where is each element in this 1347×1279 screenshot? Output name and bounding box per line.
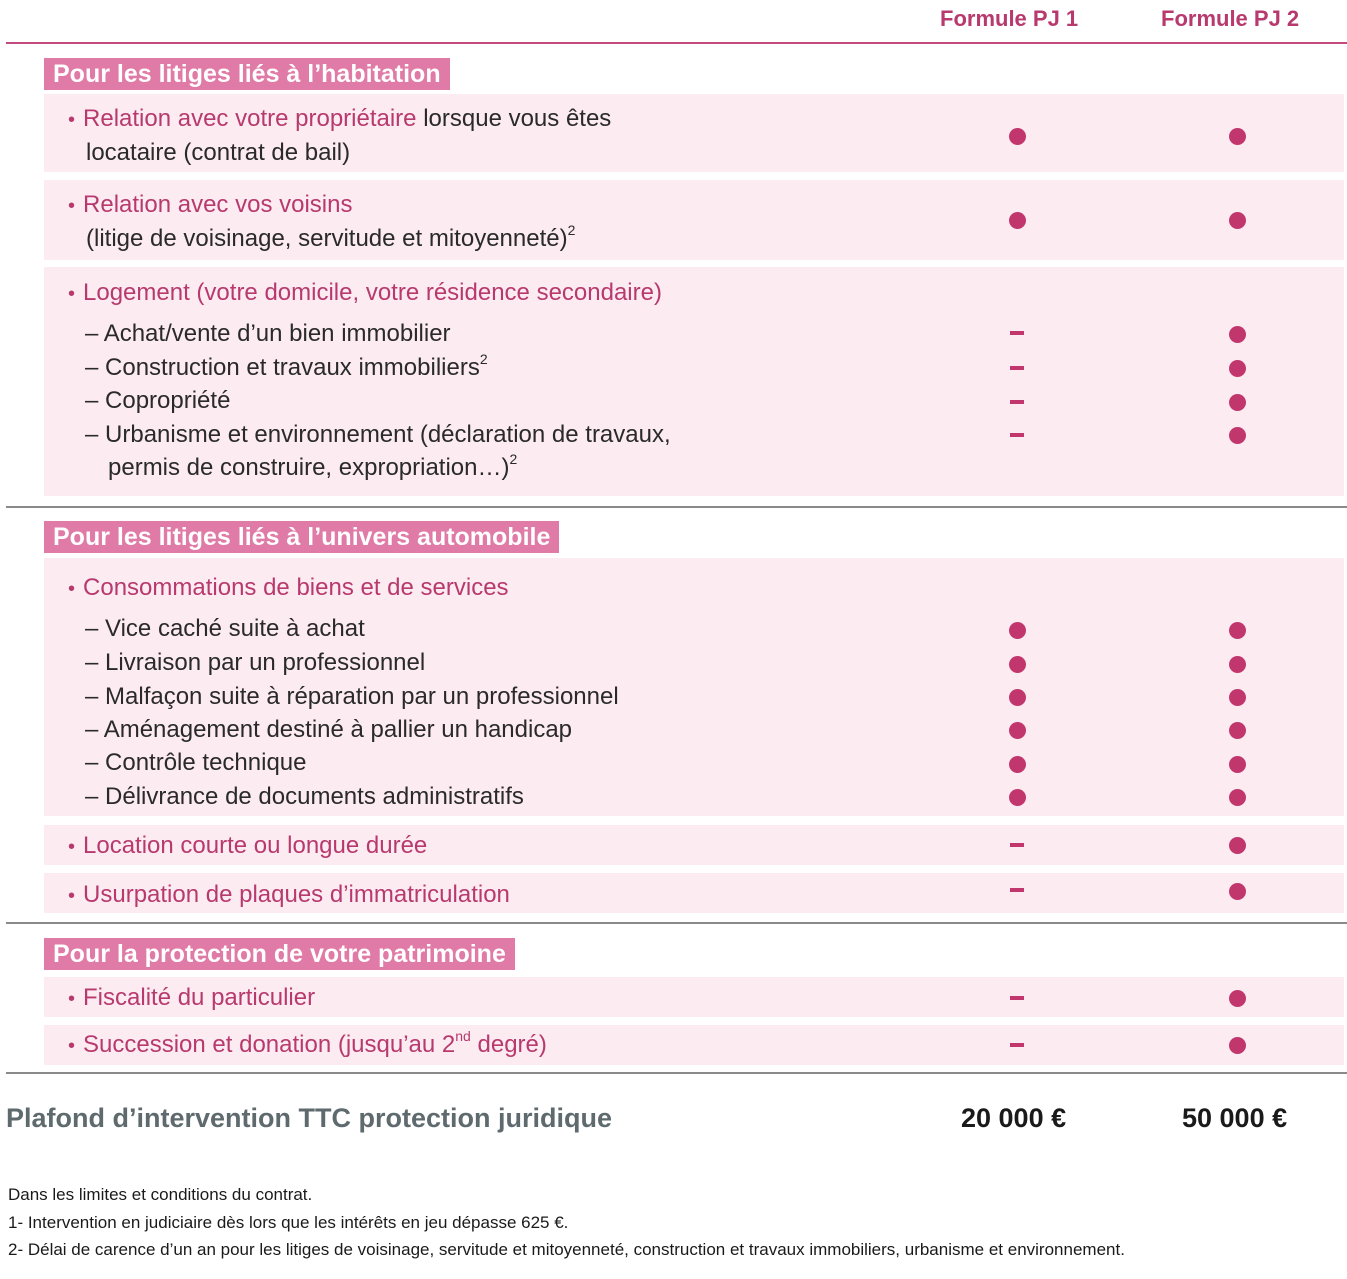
table-row xyxy=(44,180,1344,260)
not-included-dash-icon xyxy=(1010,331,1024,335)
sub-item: – Vice caché suite à achat xyxy=(85,615,365,642)
included-dot-icon xyxy=(1009,656,1026,673)
row-label-continuation: (litige de voisinage, servitude et mitoyenneté)$^2$ xyxy=(86,222,576,252)
sub-item: – Contrôle technique xyxy=(85,749,307,776)
not-included-dash-icon xyxy=(1010,843,1024,847)
included-dot-icon xyxy=(1009,212,1026,229)
included-dot-icon xyxy=(1229,722,1246,739)
not-included-dash-icon xyxy=(1010,400,1024,404)
footnote-2: 2- Délai de carence d’un an pour les litiges de voisinage, servitude et mitoyenneté, construction et travaux immobiliers, urbanisme et environnement. xyxy=(8,1240,1125,1259)
sub-item: – Aménagement destiné à pallier un handicap xyxy=(85,716,573,743)
included-dot-icon xyxy=(1009,622,1026,639)
row-label: • Relation avec vos voisins xyxy=(68,190,352,221)
not-included-dash-icon xyxy=(1010,366,1024,370)
table-row xyxy=(44,94,1344,172)
not-included-dash-icon xyxy=(1010,996,1024,1000)
section-divider xyxy=(6,506,1347,508)
included-dot-icon xyxy=(1229,622,1246,639)
section-title-auto: Pour les litiges liés à l’univers automobile xyxy=(44,521,559,553)
included-dot-icon xyxy=(1229,360,1246,377)
table-row xyxy=(44,267,1344,496)
included-dot-icon xyxy=(1009,722,1026,739)
sub-item-continuation: permis de construire, expropriation…)$^2$ xyxy=(108,451,518,481)
included-dot-icon xyxy=(1229,326,1246,343)
footnote-general: Dans les limites et conditions du contrat. xyxy=(8,1185,313,1204)
column-header-pj1: Formule PJ 1 xyxy=(940,6,1079,31)
not-included-dash-icon xyxy=(1010,888,1024,892)
header-divider xyxy=(6,42,1347,44)
ceiling-value-pj2: 50 000 € xyxy=(1182,1103,1288,1133)
included-dot-icon xyxy=(1009,756,1026,773)
included-dot-icon xyxy=(1009,128,1026,145)
included-dot-icon xyxy=(1009,689,1026,706)
row-label: • Usurpation de plaques d’immatriculation xyxy=(68,880,510,911)
ceiling-label: Plafond d’intervention TTC protection juridique xyxy=(6,1103,612,1133)
included-dot-icon xyxy=(1229,837,1246,854)
ceiling-value-pj1: 20 000 € xyxy=(961,1103,1067,1133)
included-dot-icon xyxy=(1229,789,1246,806)
sub-item: – Achat/vente d’un bien immobilier xyxy=(85,320,451,347)
included-dot-icon xyxy=(1229,656,1246,673)
table-row xyxy=(44,873,1344,913)
included-dot-icon xyxy=(1229,756,1246,773)
table-row xyxy=(44,558,1344,816)
column-header-pj2: Formule PJ 2 xyxy=(1161,6,1300,31)
sub-item: – Urbanisme et environnement (déclaration de travaux, xyxy=(85,421,671,448)
sub-item: – Livraison par un professionnel xyxy=(85,649,426,676)
table-row xyxy=(44,977,1344,1017)
sub-item: – Construction et travaux immobiliers$^2$ xyxy=(85,351,488,381)
row-label-continuation: locataire (contrat de bail) xyxy=(86,139,351,166)
sub-item: – Malfaçon suite à réparation par un professionnel xyxy=(85,683,619,710)
included-dot-icon xyxy=(1229,883,1246,900)
included-dot-icon xyxy=(1229,427,1246,444)
row-label: • Logement (votre domicile, votre résidence secondaire) xyxy=(68,278,662,309)
sub-item: – Copropriété xyxy=(85,387,231,414)
table-row xyxy=(44,825,1344,865)
included-dot-icon xyxy=(1229,689,1246,706)
section-divider xyxy=(6,922,1347,924)
table-row xyxy=(44,1025,1344,1065)
included-dot-icon xyxy=(1229,128,1246,145)
not-included-dash-icon xyxy=(1010,1043,1024,1047)
row-label: • Succession et donation (jusqu’au 2nd degré) xyxy=(68,1030,547,1061)
not-included-dash-icon xyxy=(1010,433,1024,437)
row-label: • Location courte ou longue durée xyxy=(68,831,427,862)
included-dot-icon xyxy=(1009,789,1026,806)
included-dot-icon xyxy=(1229,990,1246,1007)
row-label: • Fiscalité du particulier xyxy=(68,983,315,1014)
section-title-patrimoine: Pour la protection de votre patrimoine xyxy=(44,938,515,970)
row-label: • Relation avec votre propriétaire lorsque vous êtes xyxy=(68,104,611,135)
section-divider xyxy=(6,1072,1347,1074)
included-dot-icon xyxy=(1229,394,1246,411)
footnote-1: 1- Intervention en judiciaire dès lors que les intérêts en jeu dépasse 625 €. xyxy=(8,1213,569,1232)
row-label: • Consommations de biens et de services xyxy=(68,573,509,604)
included-dot-icon xyxy=(1229,212,1246,229)
section-title-habitation: Pour les litiges liés à l’habitation xyxy=(44,58,450,90)
sub-item: – Délivrance de documents administratifs xyxy=(85,783,524,810)
included-dot-icon xyxy=(1229,1037,1246,1054)
